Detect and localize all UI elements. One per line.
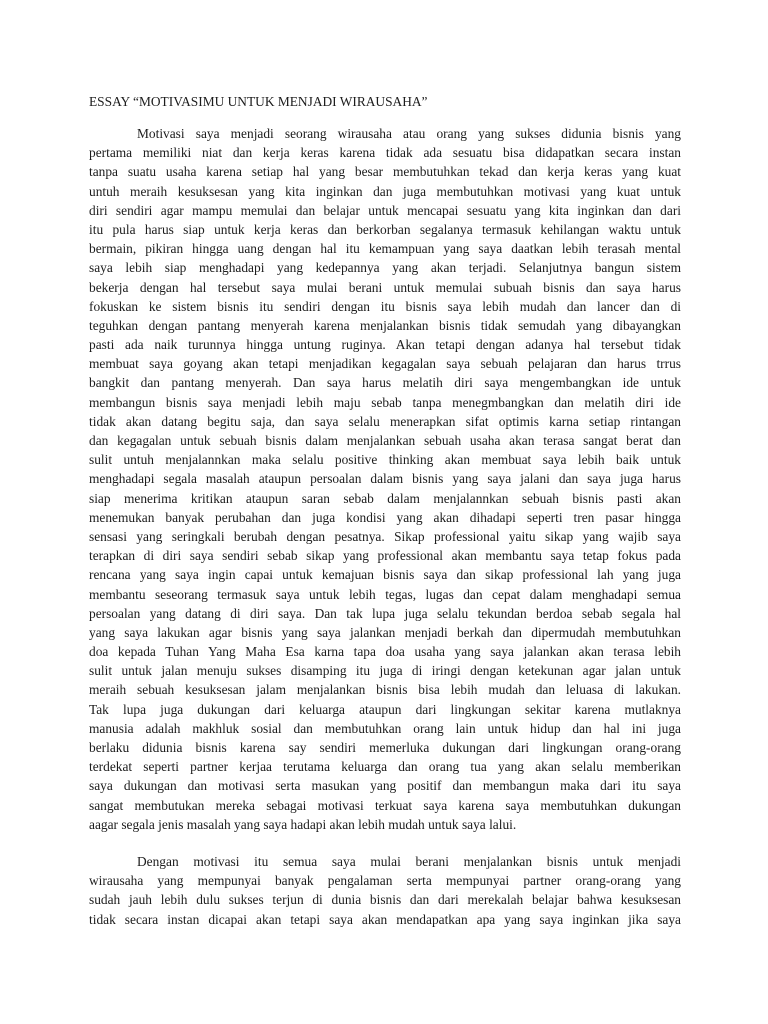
paragraph-line: membangun bisnis saya menjadi lebih maju sebab tanpa menegmbangkan dan melatih diri ide [89, 394, 681, 410]
paragraph-line: manusia adalah makhluk sosial dan membutuhkan orang lain untuk hidup dan hal ini juga [89, 720, 681, 736]
paragraph-line: dan kegagalan untuk sebuah bisnis dalam menjalankan sebuah usaha akan terasa sangat berat dan [89, 433, 681, 448]
paragraph-line: Tak lupa juga dukungan dari keluarga ataupun dari lingkungan sekitar karena mutlaknya [89, 701, 681, 717]
paragraph-line: sudah jauh lebih dulu sukses terjun di dunia bisnis dan dari merekalah belajar bahwa kesuksesan [89, 892, 681, 908]
paragraph-line: wirausaha yang mempunyai banyak pengalaman serta mempunyai partner orang-orang yang [89, 873, 681, 889]
paragraph-line: aagar segala jenis masalah yang saya hadapi akan lebih mudah untuk saya lalui. [89, 816, 517, 832]
paragraph-line: membantu seseorang termasuk saya untuk lebih tegas, lugas dan cepat dalam menghadapi semua [89, 586, 681, 602]
paragraph-line: untuh meraih kesuksesan yang kita inginkan dan juga membutuhkan motivasi yang kuat untuk [89, 183, 681, 199]
paragraph-line: teguhkan dengan pantang menyerah karena menjalankan bisnis tidak semudah yang dibayangkan [89, 317, 681, 333]
paragraph-line: bangkit dan pantang menyerah. Dan saya harus melatih diri saya mengembangkan ide untuk [89, 375, 681, 391]
paragraph-line: rencana yang saya ingin capai untuk kemajuan bisnis saya dan sikap professional lah yang juga [89, 567, 681, 583]
paragraph-line: yang saya lakukan agar bisnis yang saya jalankan menjadi berkah dan dipermudah membutuhkan [89, 624, 681, 640]
paragraph-line: terdekat seperti partner kerjaa terutama keluarga dan orang tua yang akan selalu memberikan [89, 759, 681, 775]
paragraph-line: itu pula harus siap untuk kerja keras dan berkorban segalanya termasuk kehilangan waktu untuk [89, 221, 681, 237]
paragraph-2 [89, 852, 681, 929]
paragraph-line: tidak akan datang begitu saja, dan saya selalu menerapkan sifat optimis karna setiap rintangan [89, 413, 681, 429]
paragraph-line: terapkan di diri saya sendiri sebab sikap yang professional akan membantu saya tetap fokus pada [89, 548, 681, 564]
paragraph-line: sangat membutukan mereka sebagai motivasi terkuat saya karena saya membutuhkan dukungan [89, 797, 681, 813]
paragraph-line: tidak secara instan dicapai akan tetapi saya akan mendapatkan apa yang saya inginkan jika saya [89, 911, 681, 927]
paragraph-line: Dengan motivasi itu semua saya mulai berani menjalankan bisnis untuk menjadi [137, 854, 681, 869]
paragraph-line: menghadapi segala masalah ataupun persoalan dalam bisnis yang saya jalani dan saya juga harus [89, 471, 681, 487]
paragraph-1 [89, 124, 681, 834]
paragraph-line: doa kepada Tuhan Yang Maha Esa karna tapa doa usaha yang saya jalankan akan terasa lebih [89, 644, 681, 660]
paragraph-line: bekerja dengan hal tersebut saya mulai berani untuk memulai subuah bisnis dan saya harus [89, 279, 681, 295]
paragraph-line: membuat saya goyang akan tetapi menjadikan kegagalan saya sebuah pelajaran dan harus trrus [89, 356, 681, 372]
paragraph-line: sulit untuk jalan menuju sukses disamping itu juga di iringi dengan ketekunan agar jalan untuk [89, 663, 681, 679]
paragraph-line: sulit untuh menjalannkan maka selalu positive thinking akan membuat saya lebih baik untuk [89, 452, 681, 468]
paragraph-line: pertama memiliki niat dan kerja keras karena tidak ada sesuatu bisa didapatkan secara instan [89, 145, 681, 161]
paragraph-line: saya dukungan dan motivasi serta masukan yang positif dan membangun maka dari itu saya [89, 778, 681, 794]
paragraph-line: persoalan yang datang di diri saya. Dan tak lupa juga selalu tekundan berdoa sebab segala hal [89, 605, 681, 621]
paragraph-line: pasti ada naik turunnya hingga untung ruginya. Akan tetapi dengan adanya hal tersebut tidak [89, 337, 681, 353]
paragraph-line: saya lebih siap menghadapi yang kedepannya yang akan terjadi. Selanjutnya bangun sistem [89, 260, 681, 276]
paragraph-line: berlaku didunia bisnis karena say sendiri memerluka dukungan dari lingkungan orang-orang [89, 740, 681, 755]
paragraph-line: bermain, pikiran hingga uang dengan hal itu kemampuan yang saya daatkan lebih terasah mental [89, 241, 681, 257]
essay-title: ESSAY “MOTIVASIMU UNTUK MENJADI WIRAUSAHA” [89, 94, 428, 109]
paragraph-line: Motivasi saya menjadi seorang wirausaha atau orang yang sukses didunia bisnis yang [137, 126, 681, 141]
paragraph-line: sensasi yang seringkali berubah dengan pesatnya. Sikap professional yaitu sikap yang wajib saya [89, 528, 681, 544]
paragraph-line: diri sendiri agar mampu memulai dan belajar untuk mencapai sesuatu yang kita inginkan dan dari [89, 202, 681, 218]
paragraph-line: meraih sebuah kesuksesan jalam menjalankan bisnis bisa lebih mudah dan leluasa di lakukan. [89, 682, 681, 698]
paragraph-line: fokuskan ke sistem bisnis itu sendiri dengan itu bisnis saya lebih mudah dan lancer dan di [89, 298, 681, 314]
paragraph-line: siap menerima kritikan ataupun saran sebab dalam menjalannkan sebuah bisnis pasti akan [89, 490, 681, 506]
paragraph-line: tanpa suatu usaha karena setiap hal yang besar membutuhkan tekad dan kerja keras yang kuat [89, 164, 681, 180]
paragraph-line: menemukan banyak perubahan dan juga kondisi yang akan dihadapi seperti tren pasar hingga [89, 509, 681, 525]
